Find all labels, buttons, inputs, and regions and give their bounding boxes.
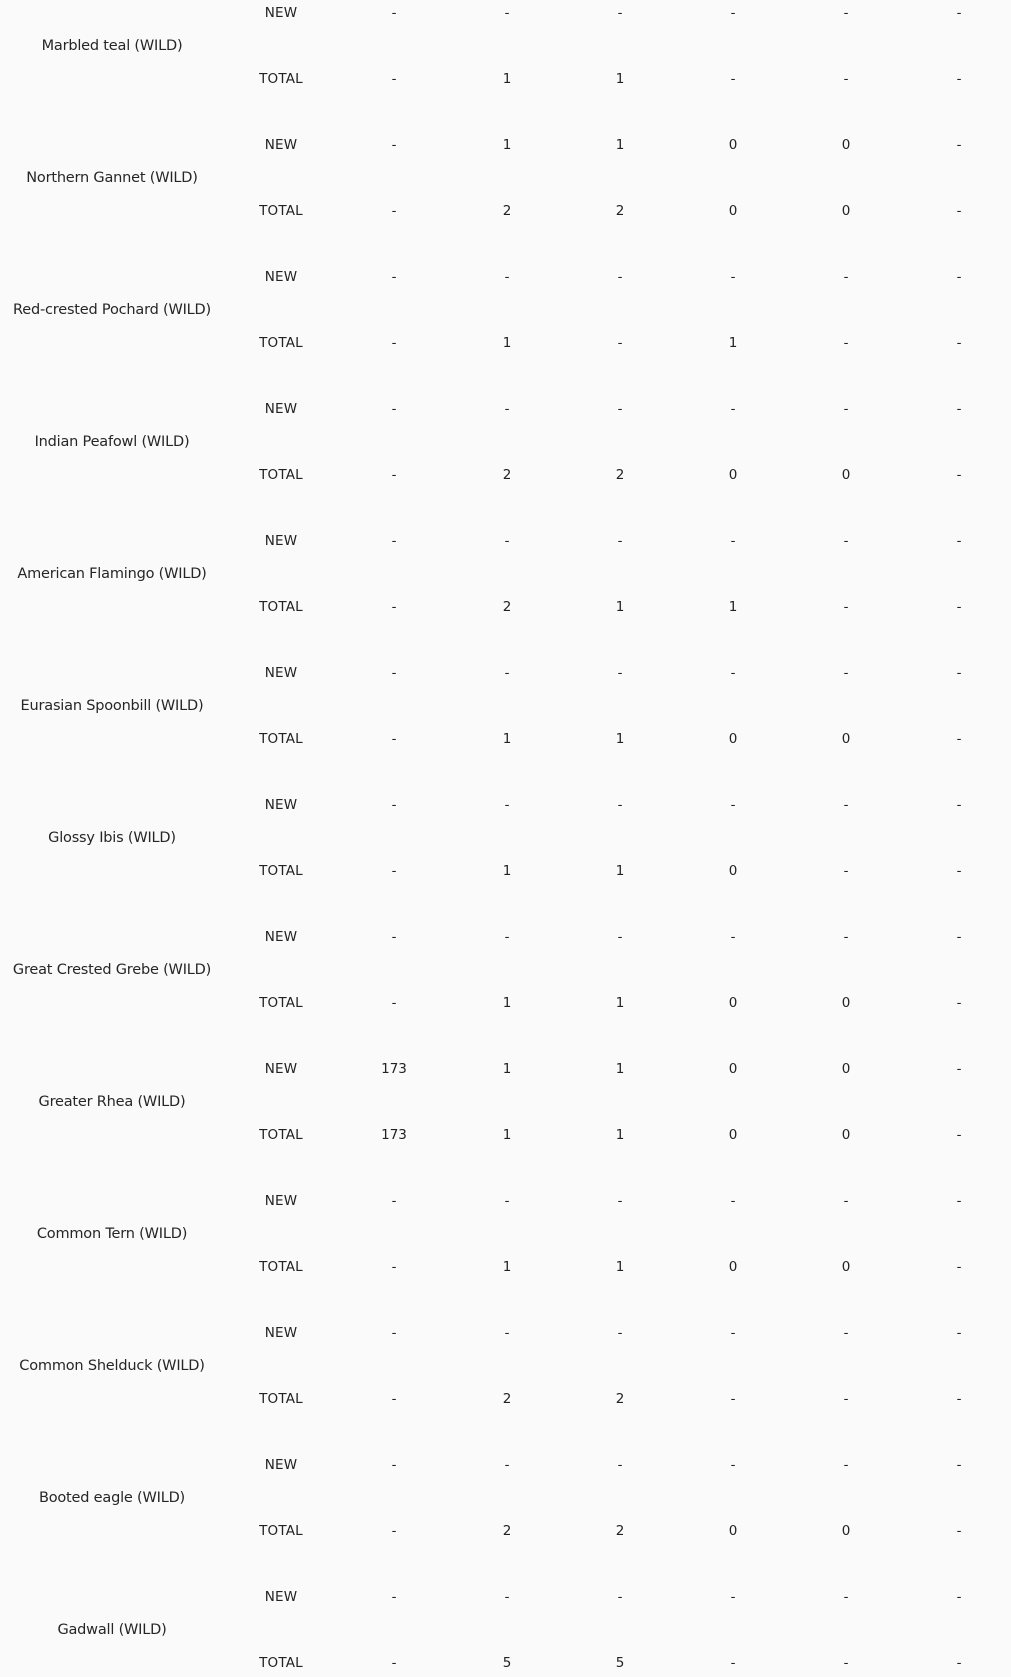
table-cell: 1 [615,863,625,879]
table-cell: - [730,401,736,417]
table-cell: 0 [841,731,851,747]
table-cell: - [617,401,623,417]
table-row [0,1125,1011,1145]
row-type-label: NEW [264,1193,298,1209]
table-row [0,3,1011,23]
table-cell: - [956,269,962,285]
row-type-label: TOTAL [259,1259,303,1275]
row-type-label: TOTAL [259,1655,303,1671]
table-row [0,729,1011,749]
table-cell: - [504,533,510,549]
table-cell: - [956,1457,962,1473]
table-cell: 2 [615,1391,625,1407]
table-row [0,201,1011,221]
table-cell: 2 [502,1391,512,1407]
table-cell: - [843,335,849,351]
table-cell: - [843,1457,849,1473]
table-cell: - [391,335,397,351]
table-cell: - [730,1457,736,1473]
table-cell: - [504,1193,510,1209]
table-cell: 1 [502,335,512,351]
table-cell: 0 [841,1523,851,1539]
table-cell: - [956,1127,962,1143]
table-cell: - [843,599,849,615]
table-cell: - [730,797,736,813]
table-cell: - [391,5,397,21]
row-type-label: TOTAL [259,1523,303,1539]
table-cell: - [956,929,962,945]
table-cell: - [391,1193,397,1209]
table-cell: - [730,533,736,549]
table-cell: - [730,5,736,21]
table-row [0,663,1011,683]
table-cell: - [730,1325,736,1341]
table-cell: 1 [502,137,512,153]
table-cell: - [391,1457,397,1473]
table-cell: - [730,1391,736,1407]
table-cell: - [843,863,849,879]
table-cell: - [730,71,736,87]
table-row [0,1191,1011,1211]
row-type-label: TOTAL [259,1127,303,1143]
table-cell: 1 [615,731,625,747]
table-cell: - [391,533,397,549]
table-cell: - [617,1589,623,1605]
table-cell: - [843,1391,849,1407]
table-cell: 2 [502,203,512,219]
table-cell: - [843,665,849,681]
table-cell: 0 [728,1259,738,1275]
table-row [0,1587,1011,1607]
table-row [0,1389,1011,1409]
table-cell: - [391,467,397,483]
species-name: Glossy Ibis (WILD) [48,830,176,846]
table-cell: - [391,863,397,879]
table-cell: 2 [615,467,625,483]
table-cell: 0 [841,203,851,219]
table-cell: - [391,797,397,813]
table-cell: - [391,203,397,219]
row-type-label: NEW [264,5,298,21]
table-row [0,927,1011,947]
table-cell: - [504,5,510,21]
table-cell: 173 [381,1127,407,1143]
table-cell: - [730,929,736,945]
table-cell: 0 [841,995,851,1011]
table-cell: - [843,1589,849,1605]
table-cell: 0 [728,1127,738,1143]
table-cell: - [843,269,849,285]
table-cell: - [391,1589,397,1605]
table-row [0,1653,1011,1673]
table-cell: 0 [841,1061,851,1077]
row-type-label: NEW [264,401,298,417]
table-cell: 0 [728,731,738,747]
table-cell: - [956,1523,962,1539]
table-cell: - [956,797,962,813]
table-cell: - [391,71,397,87]
table-cell: - [391,731,397,747]
table-cell: - [617,335,623,351]
table-cell: 1 [502,863,512,879]
table-cell: 2 [615,1523,625,1539]
table-cell: - [956,599,962,615]
table-cell: 1 [615,1061,625,1077]
table-row [0,1059,1011,1079]
table-cell: 1 [615,1127,625,1143]
table-cell: - [956,335,962,351]
row-type-label: TOTAL [259,203,303,219]
table-cell: - [956,1325,962,1341]
row-type-label: TOTAL [259,335,303,351]
table-cell: - [391,995,397,1011]
table-cell: - [391,1259,397,1275]
row-type-label: TOTAL [259,599,303,615]
table-cell: 0 [728,995,738,1011]
table-cell: - [504,1457,510,1473]
table-cell: - [504,1589,510,1605]
table-cell: - [843,929,849,945]
table-cell: 0 [841,137,851,153]
table-row [0,1323,1011,1343]
table-row [0,267,1011,287]
table-cell: 2 [502,1523,512,1539]
table-cell: - [391,1391,397,1407]
species-name: Common Shelduck (WILD) [19,1358,205,1374]
table-cell: - [617,1325,623,1341]
table-cell: 0 [841,1127,851,1143]
row-type-label: NEW [264,1325,298,1341]
table-cell: - [843,1193,849,1209]
table-cell: - [843,1655,849,1671]
table-row [0,399,1011,419]
table-cell: 5 [502,1655,512,1671]
species-name: American Flamingo (WILD) [17,566,207,582]
table-cell: 2 [502,599,512,615]
table-cell: 0 [841,1259,851,1275]
table-cell: 0 [728,467,738,483]
table-row [0,597,1011,617]
table-cell: 1 [615,1259,625,1275]
species-name: Indian Peafowl (WILD) [34,434,190,450]
table-cell: - [956,731,962,747]
table-cell: - [391,269,397,285]
table-cell: - [391,1325,397,1341]
table-cell: 0 [728,1523,738,1539]
table-cell: - [956,203,962,219]
table-cell: - [843,5,849,21]
table-cell: - [956,71,962,87]
table-cell: 173 [381,1061,407,1077]
table-cell: 5 [615,1655,625,1671]
table-cell: - [617,1457,623,1473]
table-row [0,333,1011,353]
table-cell: - [391,929,397,945]
table-row [0,1455,1011,1475]
table-cell: - [730,1655,736,1671]
table-cell: - [730,665,736,681]
table-cell: 1 [615,995,625,1011]
table-cell: - [843,71,849,87]
table-cell: - [843,401,849,417]
row-type-label: TOTAL [259,71,303,87]
species-name: Red-crested Pochard (WILD) [13,302,211,318]
table-cell: 1 [728,335,738,351]
table-cell: - [843,533,849,549]
table-cell: - [956,533,962,549]
table-cell: - [956,467,962,483]
table-row [0,795,1011,815]
table-row [0,135,1011,155]
table-cell: - [391,599,397,615]
table-cell: 1 [502,1127,512,1143]
table-cell: - [730,269,736,285]
row-type-label: NEW [264,1457,298,1473]
table-cell: - [956,1655,962,1671]
table-cell: - [504,401,510,417]
row-type-label: NEW [264,269,298,285]
table-cell: - [504,665,510,681]
table-cell: - [730,1589,736,1605]
table-row [0,465,1011,485]
table-cell: 0 [728,137,738,153]
table-cell: - [504,797,510,813]
species-name: Eurasian Spoonbill (WILD) [20,698,204,714]
table-cell: - [391,137,397,153]
table-cell: 1 [502,71,512,87]
row-type-label: NEW [264,1061,298,1077]
table-cell: - [730,1193,736,1209]
table-cell: - [956,1193,962,1209]
table-cell: - [956,5,962,21]
table-cell: - [956,401,962,417]
table-cell: 0 [728,863,738,879]
row-type-label: NEW [264,797,298,813]
table-cell: - [617,797,623,813]
table-cell: - [504,1325,510,1341]
row-type-label: NEW [264,665,298,681]
species-name: Great Crested Grebe (WILD) [12,962,212,978]
table-row [0,531,1011,551]
table-cell: - [391,1523,397,1539]
table-cell: - [504,269,510,285]
row-type-label: TOTAL [259,995,303,1011]
table-cell: - [956,137,962,153]
table-cell: 1 [615,599,625,615]
table-cell: 0 [728,203,738,219]
row-type-label: TOTAL [259,1391,303,1407]
table-cell: - [504,929,510,945]
table-cell: - [843,1325,849,1341]
row-type-label: NEW [264,929,298,945]
table-cell: - [617,533,623,549]
table-row [0,1521,1011,1541]
table-cell: - [956,1061,962,1077]
table-cell: 1 [728,599,738,615]
row-type-label: NEW [264,137,298,153]
table-cell: - [617,665,623,681]
table-cell: 0 [841,467,851,483]
table-cell: - [617,5,623,21]
species-name: Greater Rhea (WILD) [38,1094,186,1110]
table-cell: - [956,995,962,1011]
table-cell: - [391,1655,397,1671]
table-cell: - [843,797,849,813]
row-type-label: NEW [264,533,298,549]
table-cell: - [391,665,397,681]
table-cell: - [956,1259,962,1275]
table-cell: 1 [502,731,512,747]
table-cell: - [617,929,623,945]
row-type-label: TOTAL [259,467,303,483]
row-type-label: NEW [264,1589,298,1605]
table-cell: 2 [615,203,625,219]
table-row [0,993,1011,1013]
table-row [0,861,1011,881]
table-row [0,1257,1011,1277]
species-name: Marbled teal (WILD) [41,38,183,54]
row-type-label: TOTAL [259,863,303,879]
table-cell: 1 [502,1259,512,1275]
table-cell: 1 [615,137,625,153]
species-name: Gadwall (WILD) [57,1622,167,1638]
table-row [0,69,1011,89]
table-cell: - [956,665,962,681]
table-cell: - [617,269,623,285]
table-cell: 1 [502,1061,512,1077]
row-type-label: TOTAL [259,731,303,747]
table-cell: - [956,1391,962,1407]
table-cell: - [391,401,397,417]
table-cell: 0 [728,1061,738,1077]
species-name: Booted eagle (WILD) [38,1490,186,1506]
table-cell: 1 [615,71,625,87]
table-cell: 2 [502,467,512,483]
species-name: Northern Gannet (WILD) [26,170,198,186]
table-cell: - [956,863,962,879]
table-cell: - [956,1589,962,1605]
table-cell: - [617,1193,623,1209]
table-cell: 1 [502,995,512,1011]
species-name: Common Tern (WILD) [36,1226,188,1242]
